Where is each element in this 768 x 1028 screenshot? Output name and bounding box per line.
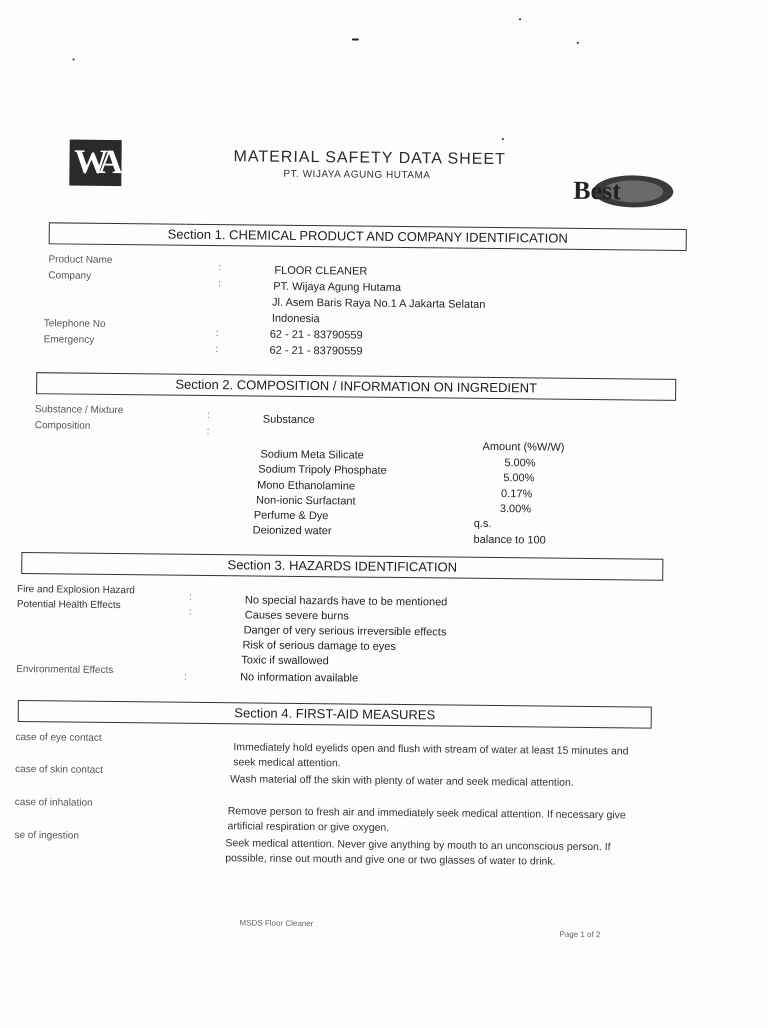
- telephone-label: Telephone No: [43, 318, 106, 330]
- company-value: PT. Wijaya Agung Hutama: [273, 280, 402, 294]
- amount-header: Amount (%W/W): [482, 440, 565, 454]
- colon: :: [215, 328, 219, 340]
- address-line-1: Jl. Asem Baris Raya No.1 A Jakarta Selatan: [271, 296, 486, 311]
- section-2-title: Section 2. COMPOSITION / INFORMATION ON INGREDIENT: [175, 376, 538, 396]
- emergency-value: 62 - 21 - 83790559: [269, 344, 363, 358]
- substance-label: Substance / Mixture: [34, 404, 124, 417]
- health-effects-label: Potential Health Effects: [16, 598, 121, 612]
- company-logo-wa: WA: [69, 140, 121, 187]
- health-effect-item: Causes severe burns: [244, 609, 349, 623]
- colon: :: [215, 344, 219, 356]
- scan-speck: [73, 59, 75, 61]
- section-1-title: Section 1. CHEMICAL PRODUCT AND COMPANY IDENTIFICATION: [167, 226, 568, 246]
- footer-page-number: Page 1 of 2: [559, 929, 601, 940]
- health-effect-item: Toxic if swallowed: [241, 654, 329, 668]
- scan-speck: [519, 18, 521, 20]
- health-effect-item: Danger of very serious irreversible effects: [243, 624, 447, 639]
- section-4-title: Section 4. FIRST-AID MEASURES: [234, 705, 436, 723]
- telephone-value: 62 - 21 - 83790559: [269, 328, 363, 342]
- ingredient-amount: 0.17%: [501, 488, 533, 501]
- scan-speck: [577, 42, 579, 44]
- ingredient-amount: 5.00%: [504, 457, 536, 470]
- section-2-heading: [36, 372, 676, 401]
- inhalation-value: Remove person to fresh air and immediately seek medical attention. If necessary give artificial respiration or give oxygen.: [227, 805, 626, 834]
- ingredient-amount: balance to 100: [473, 533, 546, 547]
- fire-hazard-label: Fire and Explosion Hazard: [16, 583, 135, 597]
- document-title: MATERIAL SAFETY DATA SHEET: [233, 148, 506, 169]
- emergency-label: Emergency: [43, 334, 95, 346]
- environmental-effects-value: No information available: [240, 671, 359, 685]
- scan-speck: [352, 38, 359, 40]
- environmental-effects-label: Environmental Effects: [16, 663, 114, 677]
- skin-contact-label: case of skin contact: [15, 763, 104, 776]
- colon: :: [188, 591, 192, 603]
- colon: :: [206, 409, 210, 422]
- ingredient-name: Sodium Tripoly Phosphate: [258, 463, 387, 477]
- colon: :: [188, 606, 192, 618]
- scan-speck: [502, 138, 504, 140]
- fire-hazard-value: No special hazards have to be mentioned: [244, 594, 448, 609]
- skin-contact-value: Wash material off the skin with plenty of water and seek medical attention.: [230, 773, 574, 789]
- colon: :: [218, 278, 222, 290]
- eye-contact-value: Immediately hold eyelids open and flush with stream of water at least 15 minutes and seek medical attention.: [233, 741, 629, 770]
- product-name-value: FLOOR CLEANER: [274, 264, 368, 278]
- colon: :: [184, 671, 187, 683]
- ingredient-name: Sodium Meta Silicate: [260, 448, 364, 462]
- ingredient-name: Mono Ethanolamine: [257, 479, 356, 493]
- composition-label: Composition: [34, 420, 91, 432]
- ingredient-amount: 5.00%: [503, 472, 535, 485]
- colon: :: [206, 425, 210, 438]
- inhalation-label: case of inhalation: [14, 796, 93, 809]
- eye-contact-label: case of eye contact: [15, 731, 102, 744]
- section-3-heading: [21, 552, 663, 581]
- ingredient-name: Non-ionic Surfactant: [255, 494, 356, 508]
- ingredient-amount: 3.00%: [499, 503, 532, 516]
- company-label: Company: [48, 270, 92, 282]
- ingestion-value: Seek medical attention. Never give anything by mouth to an unconscious person. If possible, rinse out mouth and give one or two glasses of water to drink.: [225, 837, 611, 868]
- brand-logo-best: [569, 172, 675, 211]
- ingredient-name: Perfume & Dye: [253, 509, 329, 523]
- health-effect-item: Risk of serious damage to eyes: [242, 639, 396, 653]
- colon: :: [218, 262, 222, 274]
- brand-logo-text: Best: [573, 175, 622, 206]
- ingredient-name: Deionized water: [252, 524, 332, 538]
- section-3-title: Section 3. HAZARDS IDENTIFICATION: [227, 557, 458, 575]
- substance-value: Substance: [262, 413, 315, 427]
- address-line-2: Indonesia: [271, 312, 320, 326]
- ingestion-label: se of ingestion: [14, 829, 80, 842]
- product-name-label: Product Name: [48, 254, 113, 266]
- section-1-heading: [49, 222, 687, 251]
- footer-doc-name: MSDS Floor Cleaner: [239, 918, 314, 929]
- section-4-heading: [18, 700, 652, 729]
- ingredient-amount: q.s.: [473, 517, 492, 530]
- company-subtitle: PT. WIJAYA AGUNG HUTAMA: [283, 168, 431, 182]
